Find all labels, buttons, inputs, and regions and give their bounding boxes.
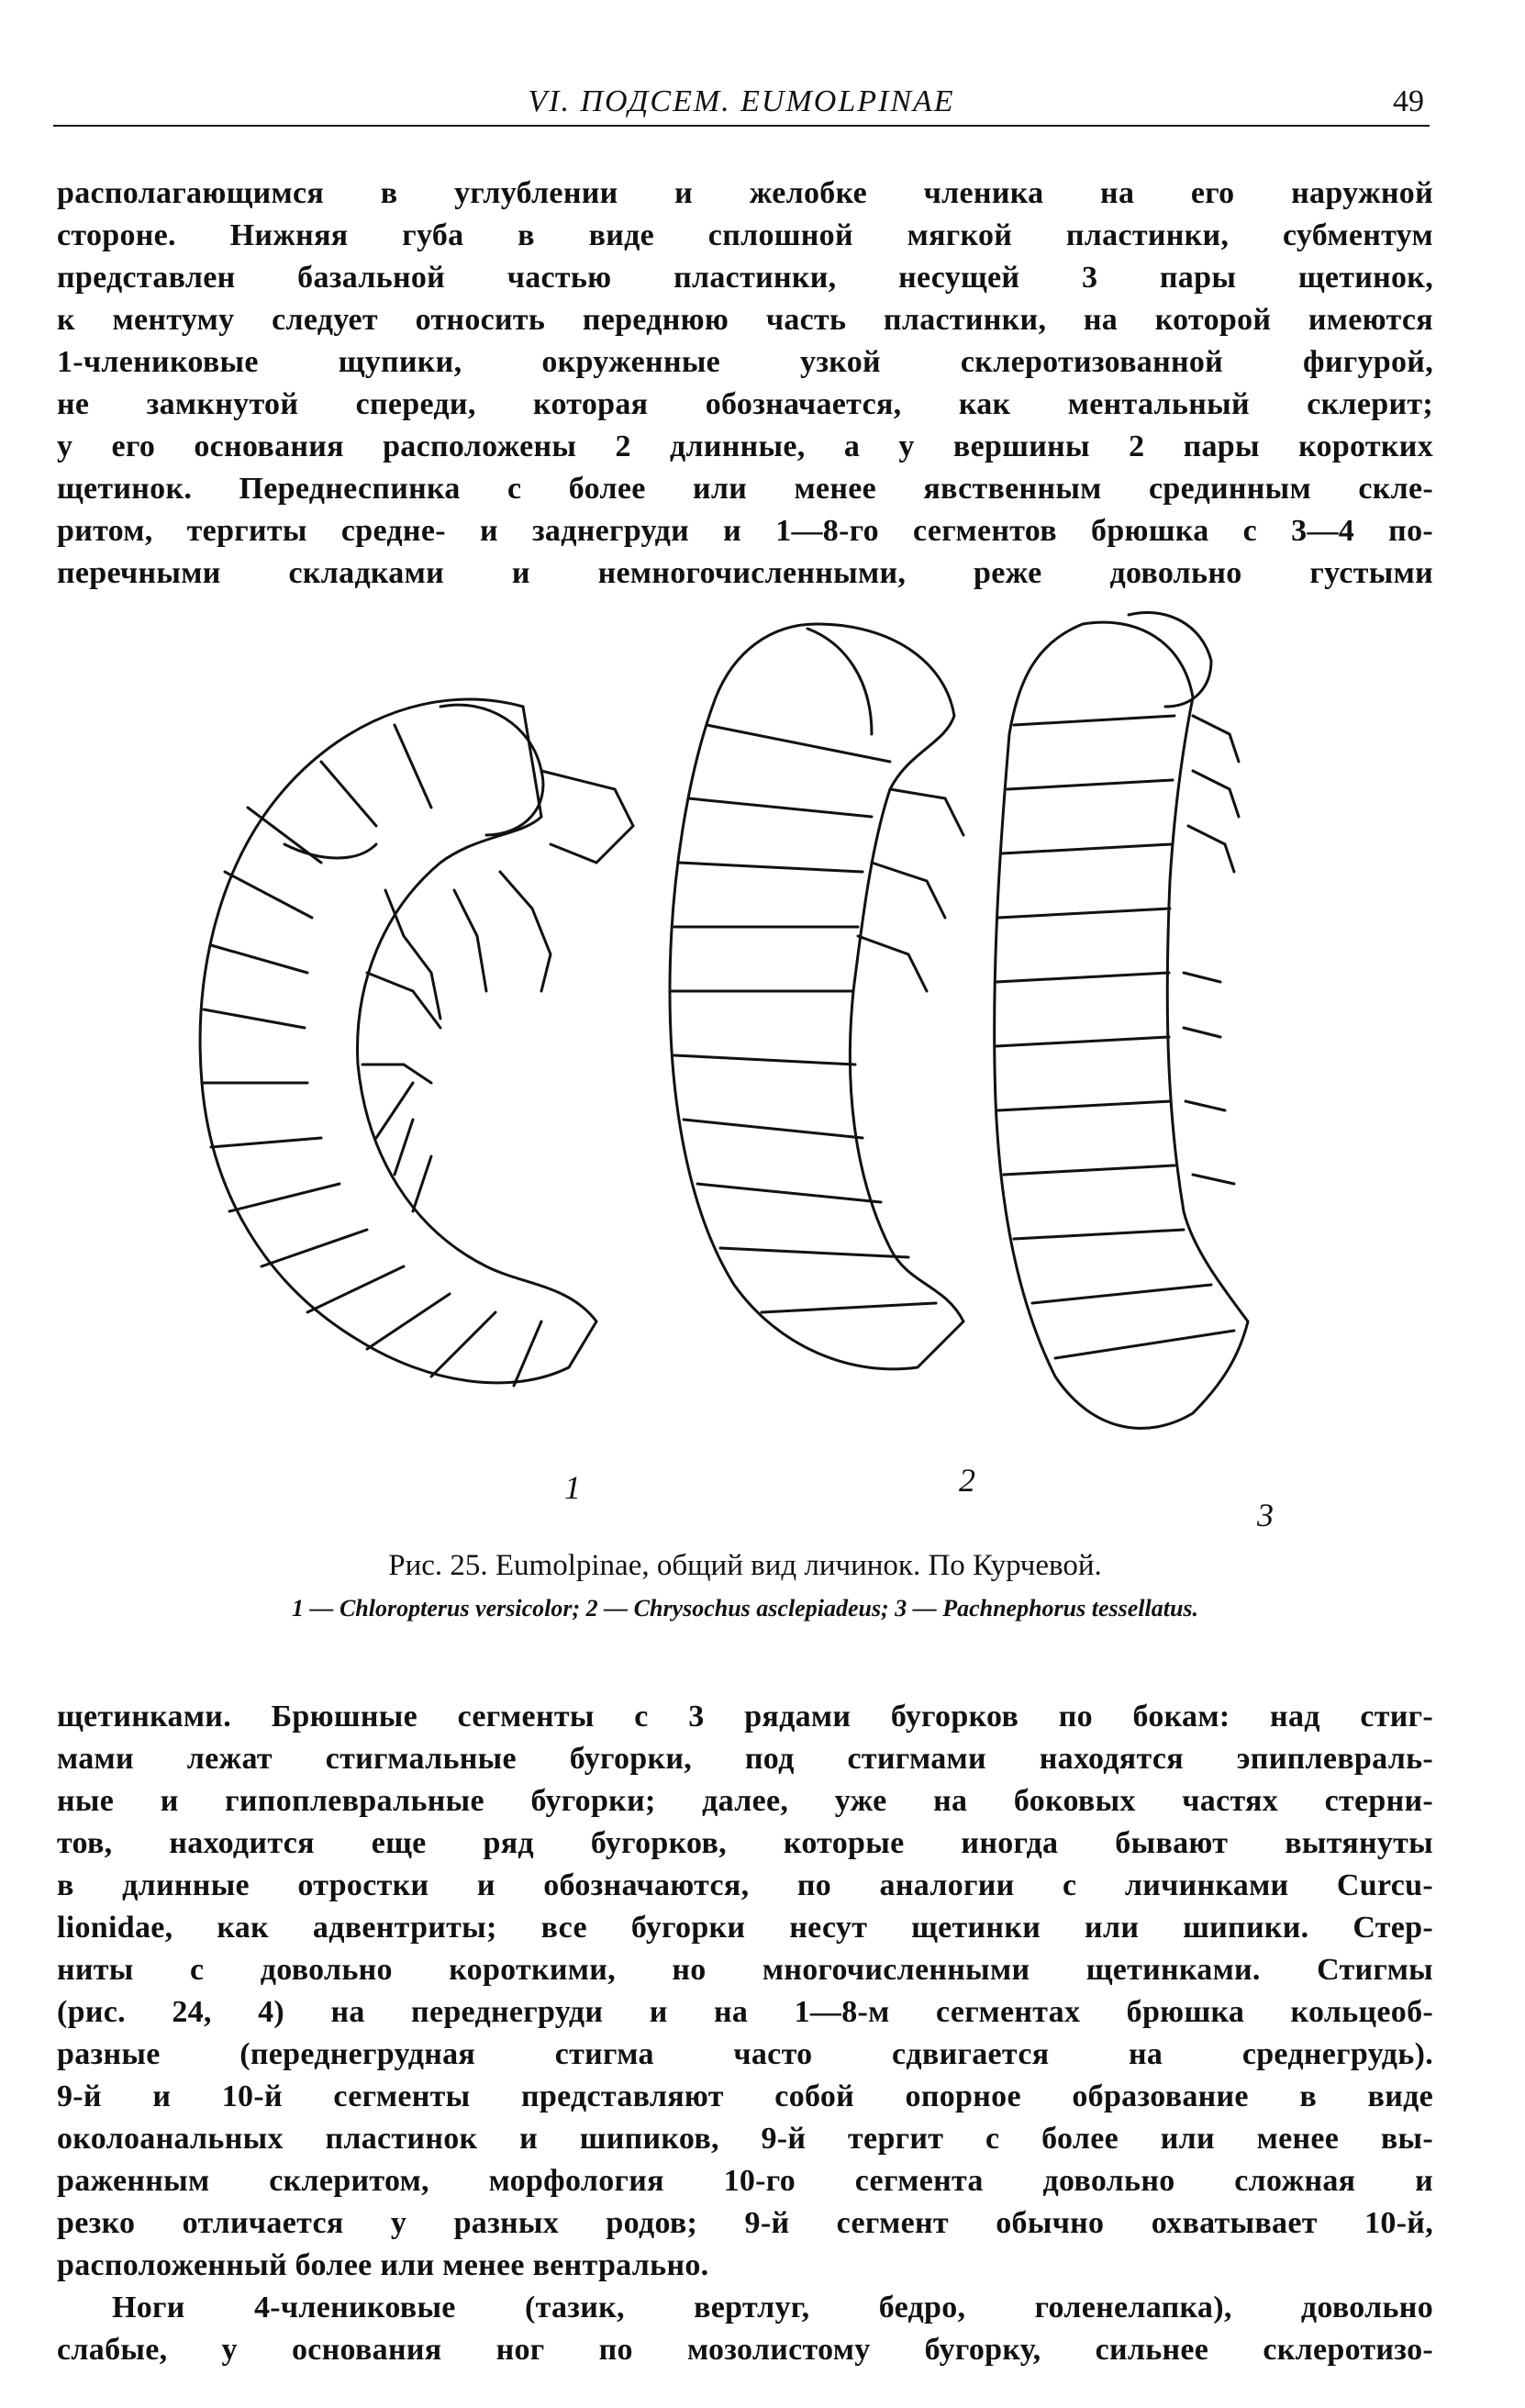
text-line: lionidae, как адвентриты; все бугорки несут щетинки или шипики. Стер- [57,1911,1433,1945]
text-line: у его основания расположены 2 длинные, а у вершины 2 пары коротких [57,429,1433,463]
body-text-bottom [57,1696,1433,2371]
text-line: расположенный более или менее вентрально. [57,2248,709,2282]
text-line: перечными складками и немногочисленными, реже довольно густыми [57,556,1433,590]
text-line: не замкнутой спереди, которая обозначается, как ментальный склерит; [57,387,1433,421]
text-line: ритом, тергиты средне- и заднегруди и 1—8-го сегментов брюшка с 3—4 по- [57,514,1433,548]
figure-label-1: 1 [564,1469,581,1506]
larva-3-drawing [995,612,1248,1428]
text-line: в длинные отростки и обозначаются, по аналогии с личинками Curcu- [57,1868,1433,1902]
text-line: представлен базальной частью пластинки, несущей 3 пары щетинок, [57,261,1433,295]
page-number: 49 [1393,84,1424,118]
text-line: Ноги 4-члениковые (тазик, вертлуг, бедро, голенелапка), довольно [112,2291,1433,2324]
larva-1-drawing [200,699,633,1386]
text-line: 9-й и 10-й сегменты представляют собой опорное образование в виде [57,2079,1433,2113]
figure-legend: 1 — Chloropterus versicolor; 2 — Chrysochus asclepiadeus; 3 — Pachnephorus tessellatus. [291,1595,1199,1622]
larvae-illustration [138,587,1404,1542]
text-line: ниты с довольно короткими, но многочисленными щетинками. Стигмы [57,1953,1433,1987]
text-line: стороне. Нижняя губа в виде сплошной мягкой пластинки, субментум [57,218,1433,252]
text-line: ные и гипоплевральные бугорки; далее, уже на боковых частях стерни- [57,1784,1433,1818]
text-line: 1-члениковые щупики, окруженные узкой склеротизованной фигурой, [57,345,1433,379]
text-line: раженным склеритом, морфология 10-го сегмента довольно сложная и [57,2164,1433,2198]
larvae-figure [138,587,1404,1542]
figure-label-3: 3 [1257,1497,1274,1533]
text-line: щетинками. Брюшные сегменты с 3 рядами бугорков по бокам: над стиг- [57,1700,1433,1734]
text-line: (рис. 24, 4) на переднегруди и на 1—8-м сегментах брюшка кольцеоб- [57,1995,1433,2029]
text-line: разные (переднегрудная стигма часто сдвигается на среднегрудь). [57,2037,1433,2071]
text-line: к ментуму следует относить переднюю часть пластинки, на которой имеются [57,303,1433,337]
figure-label-2: 2 [959,1462,975,1499]
text-line: щетинок. Переднеспинка с более или менее явственным срединным скле- [57,472,1433,506]
larva-2-drawing [670,624,963,1369]
text-line: мами лежат стигмальные бугорки, под стигмами находятся эпиплевраль- [57,1742,1433,1776]
text-line: тов, находится еще ряд бугорков, которые иногда бывают вытянуты [57,1826,1433,1860]
body-text-top [57,173,1433,595]
figure-caption: Рис. 25. Eumolpinae, общий вид личинок. По Курчевой. [388,1549,1102,1582]
text-line: резко отличается у разных родов; 9-й сегмент обычно охватывает 10-й, [57,2206,1433,2240]
running-head [53,79,1430,127]
text-line: располагающимся в углублении и желобке членика на его наружной [57,176,1433,210]
text-line: слабые, у основания ног по мозолистому бугорку, сильнее склеротизо- [57,2333,1433,2367]
running-title: VI. ПОДСЕМ. EUMOLPINAE [528,84,955,118]
text-line: околоанальных пластинок и шипиков, 9-й тергит с более или менее вы- [57,2122,1433,2156]
